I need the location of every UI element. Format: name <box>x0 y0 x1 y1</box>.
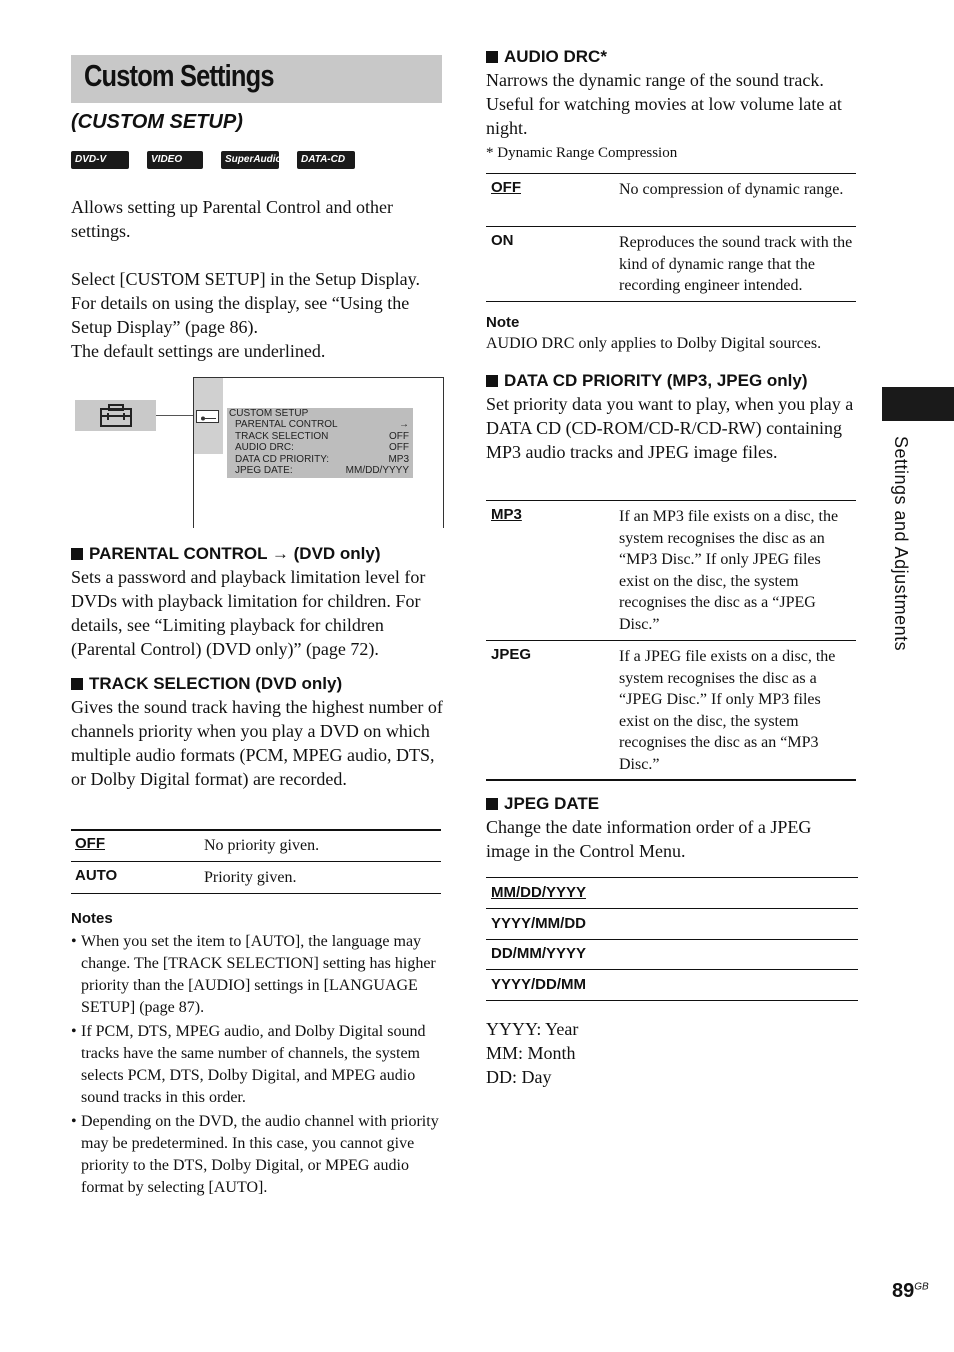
badge-video-cd: VIDEO CD <box>147 151 203 169</box>
datacd-section <box>486 370 858 464</box>
menu-row-value: MM/DD/YYYY <box>345 465 409 477</box>
option-desc: Reproduces the sound track with the kind of dynamic range that the recording engineer intended. <box>619 234 853 294</box>
intro-text-3: The default settings are underlined. <box>71 341 326 361</box>
divider <box>71 861 441 862</box>
drc-heading: AUDIO DRC* <box>486 46 858 68</box>
table-row <box>491 646 853 775</box>
drc-section <box>486 46 858 164</box>
option-desc: No priority given. <box>204 837 320 854</box>
badge-super-audio-cd: SuperAudioCD <box>221 151 279 169</box>
menu-row-value: OFF <box>389 442 409 454</box>
custom-setup-menu <box>227 408 413 478</box>
connector-line <box>156 415 194 416</box>
drc-options-table <box>491 179 853 201</box>
datacd-options-table <box>491 506 853 635</box>
option-key: OFF <box>491 179 521 196</box>
square-bullet-icon <box>71 548 83 560</box>
page-number: $89^{GB}$ <box>892 1280 929 1302</box>
divider <box>486 1000 858 1001</box>
track-heading: TRACK SELECTION (DVD only) <box>71 673 446 695</box>
menu-row-label: TRACK SELECTION <box>235 430 329 442</box>
table-row <box>75 867 441 891</box>
track-section <box>71 673 446 791</box>
divider <box>486 301 856 302</box>
menu-row-label: PARENTAL CONTROL <box>235 419 338 431</box>
list-item: • Depending on the DVD, the audio channel with priority may be predetermined. In this case, you cannot give priority to the DTS, Dolby Digital, or MPEG audio format by selecting [AUTO]. <box>71 1111 441 1199</box>
page-suffix: GB <box>914 1281 929 1293</box>
menu-row-label: DATA CD PRIORITY: <box>235 453 330 465</box>
track-options-table <box>75 835 441 859</box>
datacd-heading: DATA CD PRIORITY (MP3, JPEG only) <box>486 370 858 392</box>
drc-note-text: AUDIO DRC only applies to Dolby Digital sources. <box>486 335 822 352</box>
drc-note <box>486 314 858 355</box>
divider <box>71 829 441 831</box>
disc-badges <box>71 151 373 183</box>
jpeg-text: Change the date information order of a JPEG image in the Control Menu. <box>486 817 812 861</box>
parental-section <box>71 543 446 661</box>
option-key: OFF <box>75 835 105 852</box>
page-subtitle: (CUSTOM SETUP) <box>71 111 243 133</box>
menu-row-value: → <box>399 419 409 431</box>
divider <box>486 226 856 227</box>
drc-note-heading: Note <box>486 314 520 331</box>
track-text: Gives the sound track having the highest number of channels priority when you play a DVD on which multiple audio formats (PCM, MPEG audio, DTS, or Dolby Digital format) are recorded. <box>71 697 443 789</box>
badge-data-cd: DATA-CD <box>297 151 355 169</box>
divider <box>486 500 856 501</box>
square-bullet-icon <box>486 375 498 387</box>
jpeg-option: MM/DD/YYYY <box>491 884 587 901</box>
toolbox-icon-box <box>75 400 156 431</box>
jpeg-option: YYYY/MM/DD <box>491 915 587 932</box>
legend-day: DD: Day <box>486 1067 552 1087</box>
datacd-text: Set priority data you want to play, when you play a DATA CD (CD-ROM/CD-R/CD-RW) containing MP3 audio tracks and JPEG image files. <box>486 394 854 462</box>
option-desc: No compression of dynamic range. <box>619 181 844 198</box>
side-tab-label: Settings and Adjustments <box>891 436 911 652</box>
square-bullet-icon <box>71 678 83 690</box>
menu-row <box>227 431 413 442</box>
legend-month: MM: Month <box>486 1043 576 1063</box>
menu-row-value: MP3 <box>388 453 409 465</box>
option-desc: If a JPEG file exists on a disc, the system recognises the disc as a “JPEG Disc.” If only MP3 files exist on the disc, the system recognises the disc as an “MP3 Disc.” <box>619 648 836 773</box>
notes-list <box>71 931 441 1199</box>
divider <box>486 640 856 641</box>
menu-row <box>227 419 413 430</box>
page-title: Custom Settings <box>84 58 274 93</box>
divider <box>486 939 858 940</box>
option-key: ON <box>491 232 514 249</box>
selected-item-marker <box>196 410 219 423</box>
table-row <box>491 179 853 201</box>
side-tab-marker <box>882 387 954 421</box>
drc-footnote: * Dynamic Range Compression <box>486 145 678 161</box>
divider <box>486 877 858 878</box>
intro-text-2: Select [CUSTOM SETUP] in the Setup Display. For details on using the display, see “Using the Setup Display” (page 86). <box>71 269 420 337</box>
menu-head: CUSTOM SETUP <box>229 408 309 419</box>
menu-row <box>227 442 413 453</box>
notes-section <box>71 910 441 1201</box>
divider <box>486 908 858 909</box>
option-key: MP3 <box>491 506 522 523</box>
track-options-table-2 <box>75 867 441 891</box>
menu-row-label: AUDIO DRC: <box>235 442 294 454</box>
jpeg-option: YYYY/DD/MM <box>491 976 587 993</box>
menu-row <box>227 465 413 476</box>
jpeg-section <box>486 793 858 863</box>
option-desc: Priority given. <box>204 869 297 886</box>
menu-row-value: OFF <box>389 430 409 442</box>
list-item: • If PCM, DTS, MPEG audio, and Dolby Digital sound tracks have the same number of channels, the system selects PCM, DTS, Dolby Digital, and MPEG audio sound tracks in this order. <box>71 1021 441 1109</box>
menu-row-label: JPEG DATE: <box>235 465 293 477</box>
intro-text-1: Allows setting up Parental Control and other settings. <box>71 197 393 241</box>
table-row <box>75 835 441 859</box>
drc-text: Narrows the dynamic range of the sound track. Useful for watching movies at low volume late at night. <box>486 70 842 138</box>
jpeg-heading: JPEG DATE <box>486 793 858 815</box>
square-bullet-icon <box>486 51 498 63</box>
drc-options-table-2 <box>491 232 853 297</box>
parental-heading: PARENTAL CONTROL → (DVD only) <box>71 543 446 565</box>
option-key: JPEG <box>491 646 532 663</box>
legend-year: YYYY: Year <box>486 1019 579 1039</box>
badge-dvd-v: DVD-V <box>71 151 129 169</box>
table-row <box>491 506 853 635</box>
datacd-options-table-2 <box>491 646 853 775</box>
intro <box>71 195 446 363</box>
divider <box>486 969 858 970</box>
square-bullet-icon <box>486 798 498 810</box>
jpeg-option: DD/MM/YYYY <box>491 945 587 962</box>
divider <box>71 893 441 894</box>
divider <box>486 173 856 174</box>
option-key: AUTO <box>75 867 118 884</box>
table-row <box>491 232 853 297</box>
parental-text: Sets a password and playback limitation level for DVDs with playback limitation for children. For details, see “Limiting playback for children (Parental Control) (DVD only)” (page 72). <box>71 567 426 659</box>
menu-row <box>227 454 413 465</box>
divider <box>486 779 856 781</box>
notes-heading: Notes <box>71 910 113 927</box>
toolbox-icon <box>75 400 156 431</box>
list-item: • When you set the item to [AUTO], the language may change. The [TRACK SELECTION] setting has higher priority than the [AUDIO] settings in [LANGUAGE SETUP] (page 87). <box>71 931 441 1019</box>
option-desc: If an MP3 file exists on a disc, the system recognises the disc as an “MP3 Disc.” If only JPEG files exist on the disc, the system recognises the disc as a “JPEG Disc.” <box>619 508 839 633</box>
jpeg-legend <box>486 1017 578 1089</box>
